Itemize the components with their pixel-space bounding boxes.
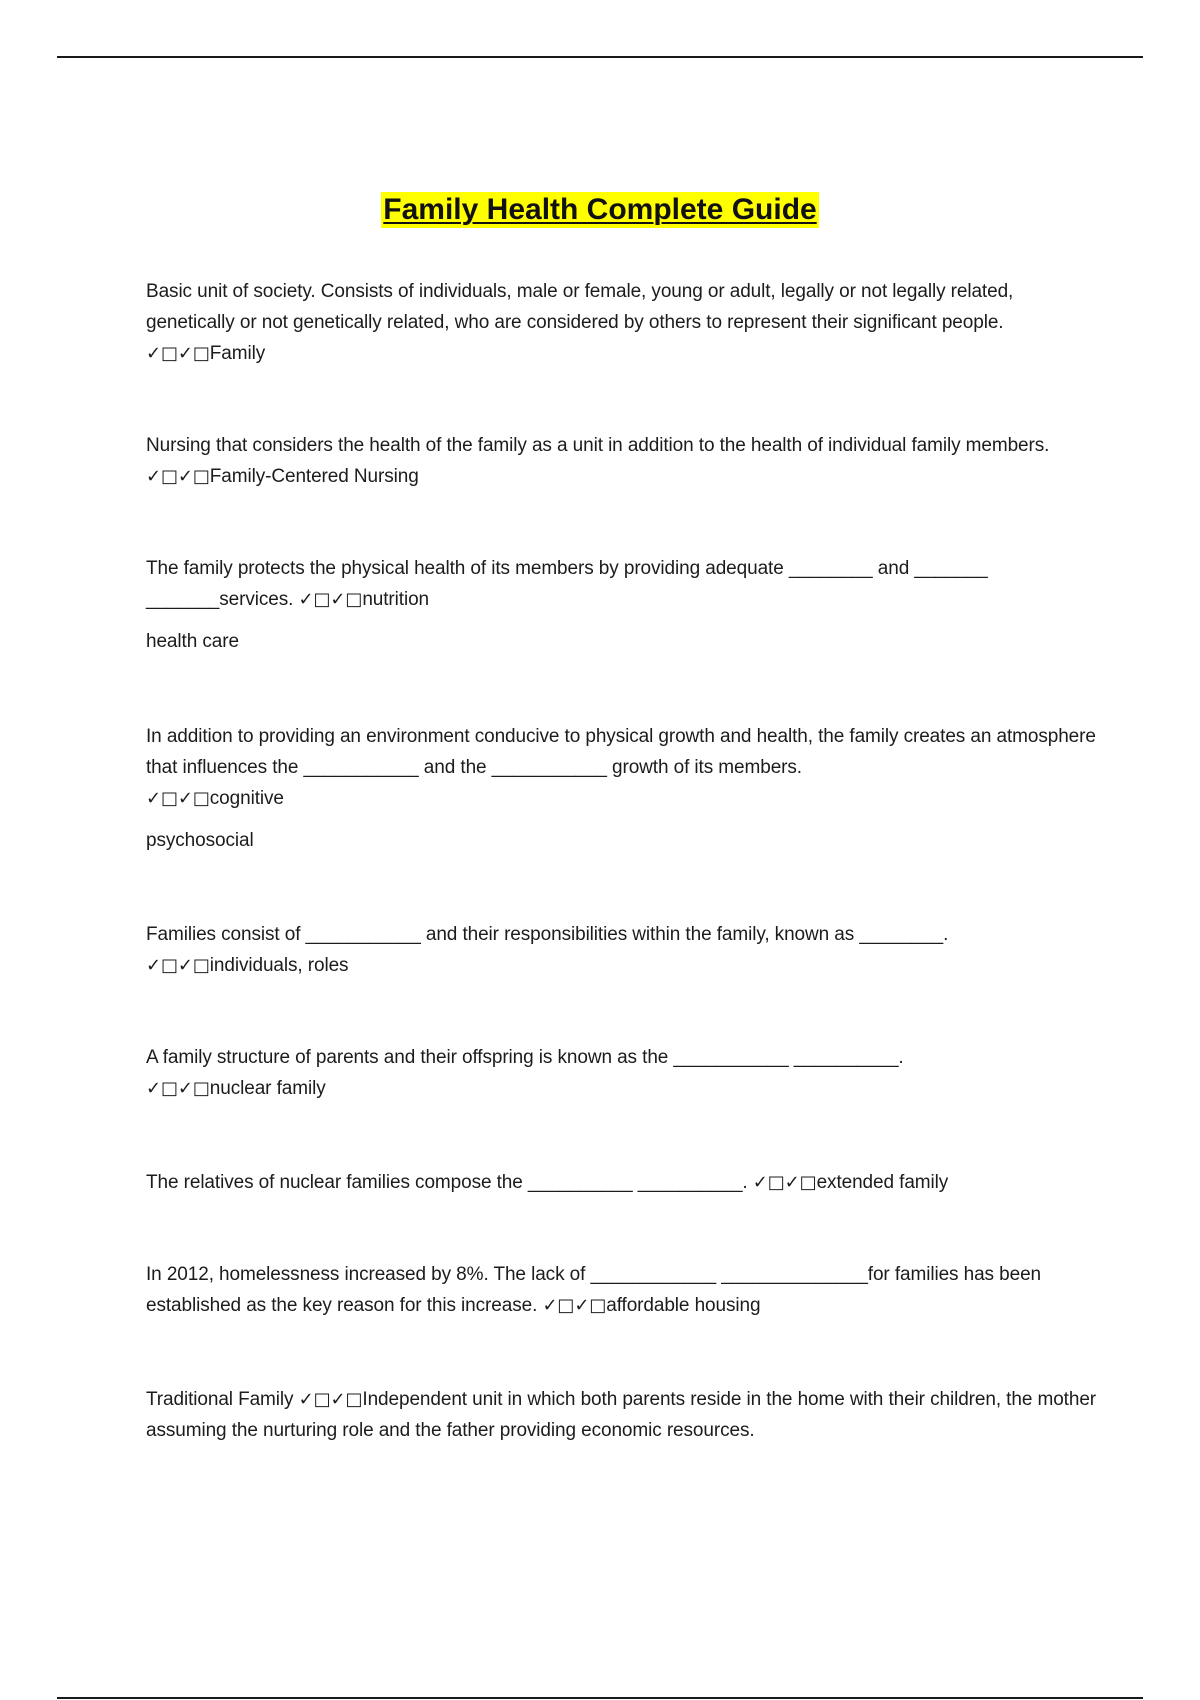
flashcard-entry-affordable-housing: [146, 1259, 1096, 1321]
answer-text: extended family: [816, 1172, 949, 1193]
flashcard-entry-family-centered-nursing: [146, 430, 1096, 492]
bottom-rule: [57, 1697, 1143, 1699]
answer-text: Family: [209, 343, 266, 364]
answer-text: Family-Centered Nursing: [209, 466, 419, 487]
entry-text: [146, 276, 1096, 369]
entry-text: [146, 1042, 1096, 1104]
checkmark-icon: ✓□✓□: [146, 955, 210, 976]
flashcard-entry-family: [146, 276, 1096, 369]
checkmark-icon: ✓□✓□: [146, 343, 210, 364]
answer-text: nuclear family: [209, 1078, 326, 1099]
question-text: Traditional Family: [146, 1389, 294, 1410]
entry-text: [146, 553, 1096, 615]
answer-text: nutrition: [362, 589, 430, 610]
entry-text: [146, 721, 1096, 814]
entry-text: [146, 430, 1096, 492]
checkmark-icon: ✓□✓□: [146, 1078, 210, 1099]
checkmark-icon: ✓□✓□: [146, 466, 210, 487]
entry-text: [146, 1167, 1096, 1198]
answer-text: Independent unit in which both parents reside in the home with their children, the mother assuming the nurturing role and the father providing economic resources.: [146, 1389, 1097, 1441]
flashcard-entry-cognitive: [146, 721, 1096, 856]
page-title: Family Health Complete Guide: [383, 193, 817, 226]
question-text: A family structure of parents and their offspring is known as the ___________ __________.: [146, 1047, 904, 1068]
question-text: Families consist of ___________ and their responsibilities within the family, known as ________.: [146, 924, 949, 945]
entry-text: [146, 919, 1096, 981]
entry-text: [146, 1259, 1096, 1321]
answer-text: individuals, roles: [209, 955, 349, 976]
question-text-line-1: The family protects the physical health of its members by providing adequate ________ and _______: [146, 558, 988, 579]
answer-extra: health care: [146, 631, 239, 652]
top-rule: [57, 56, 1143, 58]
question-text-line-2: _______services.: [146, 589, 294, 610]
title-container: [0, 192, 1200, 228]
question-text: Basic unit of society. Consists of individuals, male or female, young or adult, legally or not legally related, genetically or not genetically related, who are considered by others to represent their significant people.: [146, 281, 1014, 333]
flashcard-entry-nutrition: [146, 553, 1096, 657]
question-text: In 2012, homelessness increased by 8%. The lack of ____________ ______________for families has been established as the key reason for this increase.: [146, 1264, 1042, 1316]
checkmark-icon: ✓□✓□: [298, 1389, 363, 1410]
flashcard-entry-traditional-family: [146, 1384, 1096, 1446]
flashcard-entry-individuals-roles: [146, 919, 1096, 981]
question-text: In addition to providing an environment conducive to physical growth and health, the family creates an atmosphere that influences the ___________ and the ___________ growth of its members.: [146, 726, 1096, 778]
entry-text: [146, 1384, 1096, 1446]
checkmark-icon: ✓□✓□: [542, 1295, 607, 1316]
flashcard-entry-extended-family: [146, 1167, 1096, 1198]
flashcard-entry-nuclear-family: [146, 1042, 1096, 1104]
answer-text: affordable housing: [606, 1295, 761, 1316]
question-text: Nursing that considers the health of the family as a unit in addition to the health of individual family members.: [146, 435, 1050, 456]
answer-extra: psychosocial: [146, 830, 254, 851]
answer-text: cognitive: [209, 788, 284, 809]
checkmark-icon: ✓□✓□: [146, 788, 210, 809]
question-text: The relatives of nuclear families compose the __________ __________.: [146, 1172, 748, 1193]
checkmark-icon: ✓□✓□: [752, 1172, 817, 1193]
checkmark-icon: ✓□✓□: [298, 589, 363, 610]
